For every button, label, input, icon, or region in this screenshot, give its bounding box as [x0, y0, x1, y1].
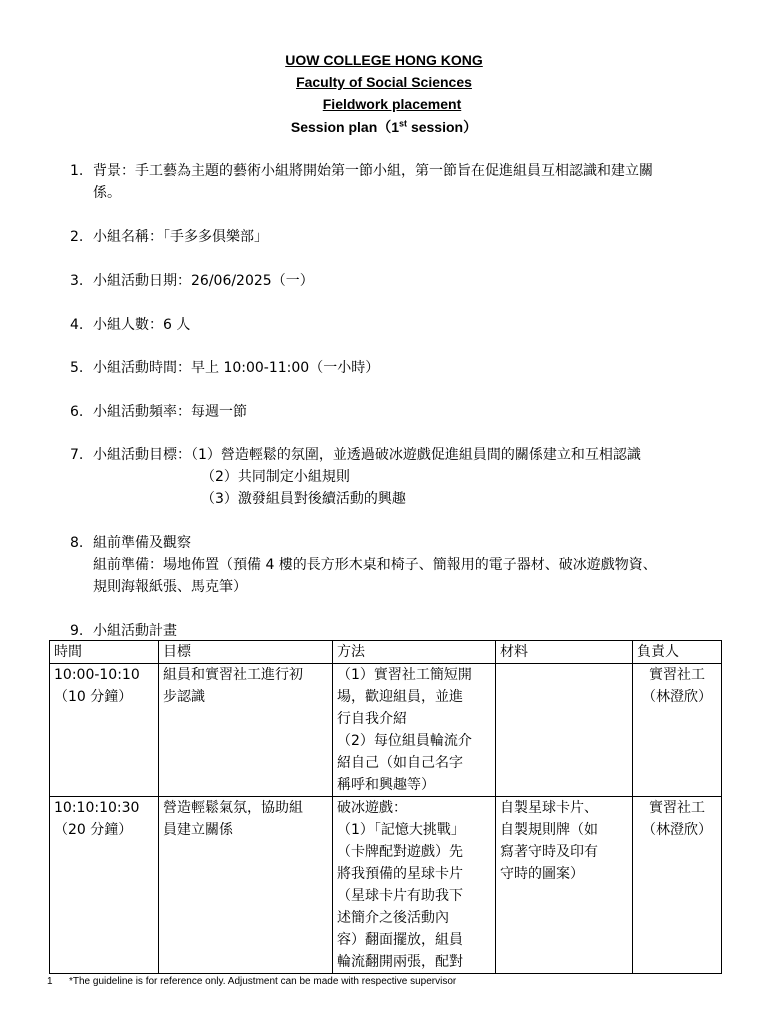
cell-line: 場，歡迎組員，並進	[337, 689, 463, 705]
list-item-line: （3）激發組員對後續活動的興趣	[201, 491, 406, 507]
table-cell	[633, 664, 722, 797]
session-plan-suffix: session）	[407, 119, 478, 135]
cell-line: 實習社工	[649, 667, 705, 683]
list-item-line: 小組活動時間：早上 10:00-11:00（一小時）	[93, 360, 380, 376]
session-plan-superscript: st	[399, 118, 408, 129]
cell-line: 自製星球卡片、	[500, 800, 598, 816]
list-item-number: 6.	[70, 404, 84, 420]
footnote-number: 1	[47, 976, 53, 987]
list-item-line: 組前準備：場地佈置（預備 4 樓的長方形木桌和椅子、簡報用的電子器材、破冰遊戲物資、	[93, 557, 657, 573]
list-item-line: 小組名稱：「手多多俱樂部」	[93, 229, 268, 245]
cell-line: 10:00-10:10	[54, 667, 140, 683]
cell-line: （林澄欣）	[642, 822, 712, 838]
cell-line: 守時的圖案）	[500, 866, 584, 882]
table-cell	[333, 797, 496, 974]
list-item-line: 組前準備及觀察	[93, 535, 191, 551]
cell-line: （卡牌配對遊戲）先	[337, 844, 463, 860]
table-cell	[496, 797, 633, 974]
column-header: 材料	[496, 641, 633, 664]
table-cell	[50, 797, 159, 974]
cell-line: （2）每位組員輪流介	[337, 733, 472, 749]
list-item-line: 係。	[93, 185, 121, 201]
list-item-text	[93, 444, 733, 510]
list-item-line: 小組活動目標：（1）營造輕鬆的氛圍，並透過破冰遊戲促進組員間的關係建立和互相認識	[93, 447, 641, 463]
table-cell	[50, 664, 159, 797]
cell-line: （星球卡片有助我下	[337, 888, 463, 904]
table-cell	[633, 797, 722, 974]
column-header: 時間	[50, 641, 159, 664]
cell-line: （10 分鐘）	[54, 689, 133, 705]
cell-line: （林澄欣）	[642, 689, 712, 705]
cell-line: 行自我介紹	[337, 711, 407, 727]
cell-line: 輪流翻開兩張，配對	[337, 954, 463, 970]
list-item-text	[93, 357, 733, 379]
column-header: 方法	[333, 641, 496, 664]
table-row	[50, 797, 722, 974]
cell-line: 破冰遊戲：	[337, 800, 407, 816]
cell-line: 容）翻面擺放，組員	[337, 932, 463, 948]
list-item-line: 小組活動日期：26/06/2025（一）	[93, 273, 314, 289]
list-item-text	[93, 226, 733, 248]
list-item-number: 3.	[70, 273, 84, 289]
institution-title: UOW COLLEGE HONG KONG	[285, 52, 483, 68]
list-item-text	[93, 532, 733, 598]
cell-line: 營造輕鬆氣氛，協助組	[163, 800, 303, 816]
list-item-text	[93, 401, 733, 423]
footnote-text: *The guideline is for reference only. Adjustment can be made with respective supervisor	[69, 976, 457, 987]
cell-line: （1）實習社工簡短開	[337, 667, 472, 683]
list-item-number: 2.	[70, 229, 84, 245]
cell-line: 將我預備的星球卡片	[337, 866, 463, 882]
cell-line: 組員和實習社工進行初	[163, 667, 303, 683]
cell-line: 紹自己（如自己名字	[337, 755, 463, 771]
subject-title: Fieldwork placement	[322, 96, 462, 112]
cell-line: 10:10:10:30	[54, 800, 140, 816]
cell-line: 寫著守時及印有	[500, 844, 598, 860]
list-item-text	[93, 270, 733, 292]
table-cell	[496, 664, 633, 797]
list-item-line: 小組人數：6 人	[93, 317, 191, 333]
list-item-line: 背景：手工藝為主題的藝術小組將開始第一節小組，第一節旨在促進組員互相認識和建立關	[93, 163, 653, 179]
list-item-line: 規則海報紙張、馬克筆）	[93, 579, 247, 595]
list-item-line: 小組活動計畫	[93, 623, 177, 639]
cell-line: 自製規則牌（如	[500, 822, 598, 838]
session-plan-prefix: Session plan（1	[290, 119, 400, 135]
list-item-number: 7.	[70, 447, 84, 463]
list-item-text	[93, 314, 733, 336]
table-header-row	[50, 641, 722, 664]
table-cell	[333, 664, 496, 797]
list-item-number: 5.	[70, 360, 84, 376]
list-item-number: 1.	[70, 163, 84, 179]
list-item-number: 9.	[70, 623, 84, 639]
list-item-number: 4.	[70, 317, 84, 333]
column-header: 負責人	[633, 641, 722, 664]
cell-line: 步認識	[163, 689, 205, 705]
column-header: 目標	[159, 641, 333, 664]
cell-line: 實習社工	[649, 800, 705, 816]
table-cell	[159, 797, 333, 974]
table-cell	[159, 664, 333, 797]
cell-line: 述簡介之後活動內	[337, 910, 449, 926]
table-row	[50, 664, 722, 797]
cell-line: 稱呼和興趣等）	[337, 777, 435, 793]
list-item-text	[93, 160, 733, 204]
faculty-title: Faculty of Social Sciences	[296, 74, 472, 90]
activity-plan-table	[49, 640, 722, 974]
list-item-number: 8.	[70, 535, 84, 551]
session-plan-title	[0, 117, 768, 137]
list-item-line: 小組活動頻率：每週一節	[93, 404, 247, 420]
cell-line: 員建立關係	[163, 822, 233, 838]
cell-line: （1）「記憶大挑戰」	[337, 822, 465, 838]
list-item-text	[93, 620, 733, 642]
list-item-line: （2）共同制定小組規則	[201, 469, 350, 485]
cell-line: （20 分鐘）	[54, 822, 133, 838]
